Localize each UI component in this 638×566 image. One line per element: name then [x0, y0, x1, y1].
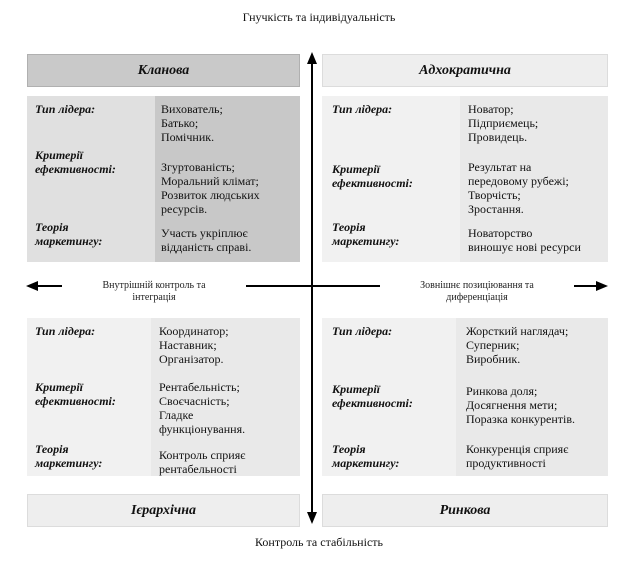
label-leader-type: Тип лідера: [35, 324, 96, 338]
value-efficiency-criteria: Результат на передовому рубежі; Творчість; Зростання. [468, 160, 569, 216]
value-efficiency-criteria: Ринкова доля; Досягнення мети; Поразка конкурентів. [466, 384, 576, 426]
axis-bottom-label: Контроль та стабільність [255, 535, 383, 549]
quadrant-title-clan: Кланова [27, 54, 300, 87]
value-efficiency-criteria: Згуртованість; Моральний клімат; Розвиток людських ресурсів. [161, 160, 260, 216]
value-leader-type: Новатор; Підприємець; Провидець. [468, 102, 539, 144]
quadrant-panel-clan [27, 96, 300, 262]
value-efficiency-criteria: Рентабельність; Своєчасність; Гладке функціонування. [159, 380, 246, 436]
label-efficiency-criteria: Критерії ефективності: [332, 162, 413, 190]
label-leader-type: Тип лідера: [332, 324, 393, 338]
label-marketing-theory: Теорія маркетингу: [35, 442, 103, 470]
quadrant-panel-hierarchy [27, 318, 300, 476]
label-marketing-theory: Теорія маркетингу: [332, 220, 400, 248]
label-marketing-theory: Теорія маркетингу: [35, 220, 103, 248]
label-efficiency-criteria: Критерії ефективності: [332, 382, 413, 410]
value-leader-type: Жорсткий наглядач; Суперник; Виробник. [466, 324, 569, 366]
quadrant-title-adhocracy: Адхократична [322, 54, 608, 87]
axis-top-label: Гнучкість та індивідуальність [242, 10, 396, 24]
arrow-left-head [26, 281, 38, 291]
arrow-up-head [307, 52, 317, 64]
label-leader-type: Тип лідера: [35, 102, 96, 116]
quadrant-title-hierarchy: Ієрархічна [27, 494, 300, 527]
arrow-down-head [307, 512, 317, 524]
label-efficiency-criteria: Критерії ефективності: [35, 148, 116, 176]
axis-right-label: Зовнішнє позиціювання та диференціація [420, 280, 534, 303]
value-marketing-theory: Контроль сприяє рентабельності [159, 448, 246, 476]
axis-left-label: Внутрішній контроль та інтеграція [102, 280, 206, 303]
value-leader-type: Координатор; Наставник; Організатор. [159, 324, 229, 366]
arrow-right-head [596, 281, 608, 291]
quadrant-panel-adhocracy [322, 96, 608, 262]
value-marketing-theory: Участь укріплює відданість справі. [161, 226, 252, 254]
value-marketing-theory: Конкуренція сприяє продуктивності [466, 442, 569, 470]
label-marketing-theory: Теорія маркетингу: [332, 442, 400, 470]
label-leader-type: Тип лідера: [332, 102, 393, 116]
value-leader-type: Вихователь; Батько; Помічник. [161, 102, 223, 144]
value-marketing-theory: Новаторство виношує нові ресурси [468, 226, 581, 254]
quadrant-title-market: Ринкова [322, 494, 608, 527]
label-efficiency-criteria: Критерії ефективності: [35, 380, 116, 408]
quadrant-panel-market [322, 318, 608, 476]
